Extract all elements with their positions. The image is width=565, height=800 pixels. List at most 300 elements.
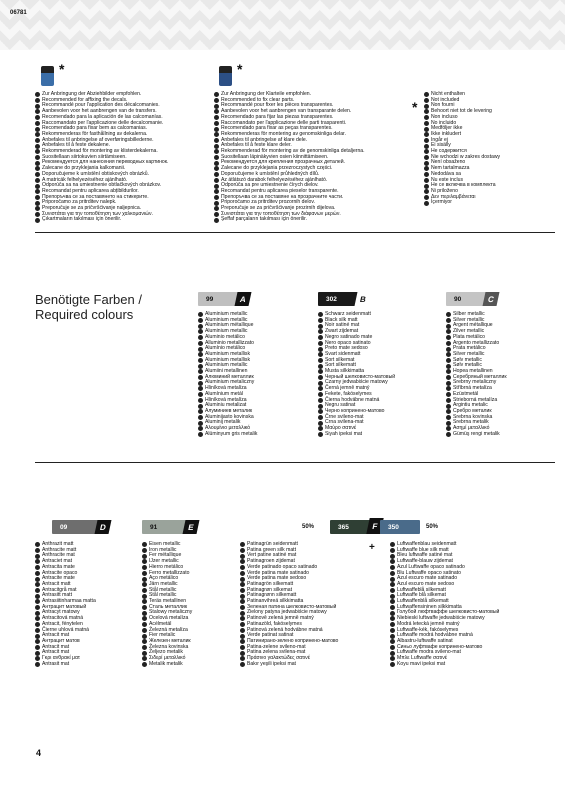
list-item-text: Silber metallic bbox=[453, 311, 485, 317]
language-flag-icon bbox=[318, 341, 323, 346]
paint-swatch-E bbox=[142, 520, 194, 534]
list-item-text: Antracite opaco bbox=[42, 569, 78, 576]
list-item-text: Stål metallic bbox=[149, 586, 177, 593]
list-item-text: Patinazöld, fakóselymes bbox=[247, 620, 302, 627]
list-item-text: Priporočamo za pritrditev nalepk. bbox=[42, 199, 117, 206]
language-flag-icon bbox=[318, 318, 323, 323]
list-item-text: Πράσινο γαλακτώδες σατινέ bbox=[247, 655, 310, 662]
list-item-text: Crna svilena-mat bbox=[325, 419, 364, 426]
list-item-text: Azul escuro mate sedoso bbox=[397, 580, 455, 587]
list-item-text: Verde patinat satinat bbox=[247, 632, 294, 639]
language-flag-icon bbox=[142, 594, 147, 599]
language-flag-icon bbox=[35, 605, 40, 610]
language-flag-icon bbox=[35, 144, 40, 149]
list-item bbox=[318, 432, 395, 438]
list-item-text: Antracit mat bbox=[42, 643, 70, 650]
language-flag-icon bbox=[390, 588, 395, 593]
language-flag-icon bbox=[214, 127, 219, 132]
list-item-text: Рекомендуется для нанесения переводных картинок. bbox=[42, 159, 169, 166]
language-flag-icon bbox=[142, 554, 147, 559]
list-item-text: Argintiu metalic bbox=[453, 402, 488, 409]
language-flag-icon bbox=[240, 611, 245, 616]
language-flag-icon bbox=[390, 628, 395, 633]
list-item-text: Не се включва в комплекта bbox=[431, 182, 496, 189]
decorative-header-band bbox=[0, 0, 565, 50]
language-flag-icon bbox=[240, 571, 245, 576]
list-item-text: Recommended to fix clear parts. bbox=[221, 96, 295, 103]
language-flag-icon bbox=[318, 335, 323, 340]
language-flag-icon bbox=[446, 335, 451, 340]
list-item-text: Stål metallic bbox=[149, 592, 177, 599]
language-flag-icon bbox=[35, 548, 40, 553]
language-flag-icon bbox=[214, 166, 219, 171]
language-flag-icon bbox=[240, 577, 245, 582]
list-item-text: Zur Anbringung der Klarteile empfohlen. bbox=[221, 91, 312, 97]
language-flag-icon bbox=[390, 554, 395, 559]
paint-list-B bbox=[318, 312, 395, 437]
list-item-text: Czarny jedwabiście matowy bbox=[325, 379, 388, 386]
list-item-text: Aluminij metalik bbox=[205, 419, 241, 426]
list-item-text: Järn metallic bbox=[149, 580, 178, 587]
language-flag-icon bbox=[446, 352, 451, 357]
paint-list-A bbox=[198, 312, 257, 437]
list-item-text: Priporočamo za pritrditev prozornih delov. bbox=[221, 199, 315, 206]
list-item-text: Suositellaan siirtokuvien siirtämiseen. bbox=[42, 153, 127, 160]
language-flag-icon bbox=[198, 432, 203, 437]
list-item-text: Αλουμίνιο μεταλλικό bbox=[205, 425, 251, 432]
list-item-text: Luftwaffe modra svileno-mat bbox=[397, 649, 461, 656]
list-item-text: Srebrny metaliczny bbox=[453, 379, 497, 386]
list-item-text: Patinagroen zijdemat bbox=[247, 558, 295, 565]
language-flag-icon bbox=[142, 651, 147, 656]
language-flag-icon bbox=[446, 415, 451, 420]
language-flag-icon bbox=[390, 605, 395, 610]
list-item-text: Patinově zelená jemně matný bbox=[247, 615, 314, 622]
list-item-text: Plata metálico bbox=[453, 333, 485, 340]
list-item-text: Fekete, fakóselymes bbox=[325, 390, 372, 397]
language-flag-icon bbox=[390, 622, 395, 627]
language-flag-icon bbox=[390, 548, 395, 553]
list-item-text: Γκρι ανθρακί ματ bbox=[42, 655, 80, 662]
list-item-text: Patinagrønn silkematt bbox=[247, 592, 297, 599]
language-flag-icon bbox=[35, 611, 40, 616]
language-flag-icon bbox=[446, 404, 451, 409]
language-flag-icon bbox=[35, 138, 40, 143]
language-flag-icon bbox=[424, 155, 429, 160]
list-item-text: Luftwaffenblå silkematt bbox=[397, 598, 449, 605]
paint-swatch-F2 bbox=[380, 520, 420, 534]
language-flag-icon bbox=[142, 662, 147, 667]
list-item-text: Argento metallizzato bbox=[453, 339, 500, 346]
language-flag-icon bbox=[390, 582, 395, 587]
language-flag-icon bbox=[198, 386, 203, 391]
list-item-text: Bleu luftwaffe satiné mat bbox=[397, 552, 453, 559]
list-item-text: Aluminiu metalizat bbox=[205, 402, 247, 409]
list-item-text: Nem tartalmazza bbox=[431, 165, 470, 172]
language-flag-icon bbox=[390, 594, 395, 599]
language-flag-icon bbox=[35, 594, 40, 599]
language-flag-icon bbox=[198, 341, 203, 346]
language-flag-icon bbox=[198, 369, 203, 374]
paint-list-D bbox=[35, 542, 96, 667]
language-flag-icon bbox=[390, 639, 395, 644]
list-item-text: Aluminio metálico bbox=[205, 333, 245, 340]
language-flag-icon bbox=[214, 115, 219, 120]
language-flag-icon bbox=[35, 542, 40, 547]
list-item-text: Patina green silk matt bbox=[247, 546, 296, 553]
language-flag-icon bbox=[446, 341, 451, 346]
list-item-text: Patina zelena svilena-mat bbox=[247, 649, 306, 656]
language-flag-icon bbox=[446, 329, 451, 334]
language-flag-icon bbox=[35, 634, 40, 639]
language-flag-icon bbox=[424, 178, 429, 183]
paint-letter-badge: E bbox=[183, 520, 200, 534]
list-item-text: Luftwaffeblå silkematt bbox=[397, 586, 446, 593]
list-item-text: Aanbevolen voor het aanbrengen van transparante delen. bbox=[221, 108, 352, 115]
language-flag-icon bbox=[198, 324, 203, 329]
paint-swatch-B bbox=[318, 292, 366, 306]
list-item-text: Zilver metallic bbox=[453, 328, 485, 335]
language-flag-icon bbox=[142, 622, 147, 627]
list-item-text: Recommended for affixing the decals. bbox=[42, 96, 128, 103]
language-flag-icon bbox=[35, 92, 40, 97]
language-flag-icon bbox=[198, 398, 203, 403]
language-flag-icon bbox=[240, 628, 245, 633]
list-item-text: Patinová zelená hodvábne matná bbox=[247, 626, 323, 633]
list-item-text: Luftwaffe modrá hodvábne matná bbox=[397, 632, 473, 639]
language-flag-icon bbox=[446, 312, 451, 317]
paint-letter-badge: B bbox=[355, 292, 372, 306]
list-item-text: Zalecane do przyklejania przezroczystych części. bbox=[221, 165, 333, 172]
list-item-text: Medföljer ikke bbox=[431, 125, 463, 132]
list-item-text: Fer métallique bbox=[149, 552, 182, 559]
language-flag-icon bbox=[446, 364, 451, 369]
language-flag-icon bbox=[318, 409, 323, 414]
language-flag-icon bbox=[142, 616, 147, 621]
list-item-text: Ασημί μεταλλικό bbox=[453, 425, 490, 432]
list-item-text: Črne svileno-mat bbox=[325, 413, 364, 420]
language-flag-icon bbox=[142, 565, 147, 570]
language-flag-icon bbox=[35, 622, 40, 627]
list-item-text: Δεν περιλαμβάνεται bbox=[431, 193, 476, 200]
list-item-text: Preporučuje se za pričvršćivanje prozirnih dijelova. bbox=[221, 205, 336, 212]
language-flag-icon bbox=[142, 634, 147, 639]
list-item-text: Recomandat pentru aplicarea abțibildurilor. bbox=[42, 187, 139, 194]
list-item-text: Metalik metalik bbox=[149, 660, 183, 667]
language-flag-icon bbox=[446, 358, 451, 363]
language-flag-icon bbox=[214, 206, 219, 211]
list-item-text: Aluminium métallique bbox=[205, 322, 254, 329]
language-flag-icon bbox=[214, 121, 219, 126]
language-flag-icon bbox=[35, 115, 40, 120]
list-item-text: Doporučujeme k umístění obtiskových obrázků. bbox=[42, 170, 150, 177]
language-flag-icon bbox=[446, 369, 451, 374]
language-flag-icon bbox=[390, 577, 395, 582]
list-item-text: Antracita mate bbox=[42, 563, 75, 570]
divider-middle bbox=[35, 462, 555, 463]
paint-number: 350 bbox=[388, 523, 399, 531]
language-flag-icon bbox=[142, 645, 147, 650]
language-flag-icon bbox=[240, 645, 245, 650]
list-item-text: A matricák felhelyezéséhez ajánlható. bbox=[42, 176, 128, 183]
list-item-text: Srebrna metalik bbox=[453, 419, 489, 426]
list-item-text: Čierne uhlová matná bbox=[42, 626, 90, 633]
list-item bbox=[35, 217, 168, 223]
language-flag-icon bbox=[198, 312, 203, 317]
list-item-text: Anthrazit matt bbox=[42, 541, 74, 547]
language-flag-icon bbox=[35, 206, 40, 211]
list-item-text: Συνιστάται για την τοποθέτηση των χαλκομανιών. bbox=[42, 210, 153, 217]
list-item-text: Alluminio metallizzato bbox=[205, 339, 254, 346]
language-flag-icon bbox=[390, 616, 395, 621]
language-flag-icon bbox=[214, 132, 219, 137]
list-item-text: Verde patinado opaco satinado bbox=[247, 563, 318, 570]
list-item-text: Not included bbox=[431, 96, 460, 103]
language-flag-icon bbox=[240, 565, 245, 570]
list-item bbox=[198, 432, 257, 438]
list-item-text: Željezo metalik bbox=[149, 649, 183, 656]
language-flag-icon bbox=[198, 392, 203, 397]
language-flag-icon bbox=[240, 639, 245, 644]
list-item-text: Hopea metallinen bbox=[453, 368, 493, 375]
language-flag-icon bbox=[424, 138, 429, 143]
list-item-text: Luftwaffensininen silkkimatta bbox=[397, 603, 462, 610]
list-item-text: Luftwaffenblau seidenmatt bbox=[397, 541, 457, 547]
language-flag-icon bbox=[198, 358, 203, 363]
list-item-text: Aluminium metallic bbox=[205, 328, 248, 335]
language-flag-icon bbox=[424, 161, 429, 166]
language-flag-icon bbox=[424, 149, 429, 154]
paint-number: 91 bbox=[150, 523, 158, 531]
paint-number: 09 bbox=[60, 523, 68, 531]
list-item-text: Argent métallique bbox=[453, 322, 493, 329]
language-flag-icon bbox=[390, 662, 395, 667]
list-item-text: Черный шелковисто-матовый bbox=[325, 373, 396, 380]
language-flag-icon bbox=[318, 398, 323, 403]
language-flag-icon bbox=[198, 404, 203, 409]
language-flag-icon bbox=[142, 542, 147, 547]
language-flag-icon bbox=[35, 571, 40, 576]
list-item-text: Anthracite matt bbox=[42, 546, 77, 553]
language-flag-icon bbox=[142, 577, 147, 582]
list-item-text: Черно копринено-матово bbox=[325, 407, 385, 414]
list-item-text: Μαύρο σατινέ bbox=[325, 425, 357, 432]
list-item-text: Není obsaženo bbox=[431, 159, 466, 166]
language-flag-icon bbox=[424, 166, 429, 171]
language-flag-icon bbox=[240, 616, 245, 621]
list-item-text: Raccomandato per l'applicazione delle parti trasparenti. bbox=[221, 119, 347, 126]
language-flag-icon bbox=[240, 588, 245, 593]
list-item-text: Aluminium metallisk bbox=[205, 350, 251, 357]
language-flag-icon bbox=[214, 218, 219, 223]
list-item-text: İçermiyor bbox=[431, 199, 452, 206]
list-item-text: Rekommenderad för montering av klisterdekalerna. bbox=[42, 148, 158, 155]
list-item-text: Srebrna kovinska bbox=[453, 413, 493, 420]
language-flag-icon bbox=[142, 599, 147, 604]
not-included-star-2: * bbox=[237, 61, 243, 77]
language-flag-icon bbox=[318, 381, 323, 386]
list-item-text: Teräs metallinen bbox=[149, 598, 187, 605]
not-included-star-1: * bbox=[59, 61, 65, 77]
language-flag-icon bbox=[424, 121, 429, 126]
list-item-text: Рекомендуется для крепления прозрачных деталей. bbox=[221, 159, 345, 166]
language-flag-icon bbox=[214, 109, 219, 114]
list-item-text: Az átlátszó darabok felhelyezéséhez ajánlható. bbox=[221, 176, 328, 183]
list-item-text: Sort silkematt bbox=[325, 362, 356, 369]
list-item bbox=[424, 200, 500, 206]
list-item-text: Siyah ipeksi mat bbox=[325, 430, 363, 437]
language-flag-icon bbox=[424, 115, 429, 120]
list-item-text: Şeffaf parçaların takılması için önerilir. bbox=[221, 216, 307, 223]
language-flag-icon bbox=[35, 218, 40, 223]
list-item-text: Vert patine satiné mat bbox=[247, 552, 297, 559]
list-item-text: Ni priloženo bbox=[431, 187, 458, 194]
list-item-text: Συνιστάται για την τοποθέτηση των διάφανων μερών. bbox=[221, 210, 341, 217]
list-item bbox=[390, 662, 499, 668]
language-flag-icon bbox=[35, 104, 40, 109]
list-item-text: Albastru-luftwaffe satinat bbox=[397, 637, 453, 644]
list-item-text: Recomandat pentru aplicarea pieselor transparente. bbox=[221, 187, 339, 194]
language-flag-icon bbox=[214, 201, 219, 206]
language-flag-icon bbox=[142, 571, 147, 576]
language-flag-icon bbox=[240, 622, 245, 627]
language-flag-icon bbox=[214, 184, 219, 189]
list-item bbox=[142, 662, 192, 668]
list-item-text: Nu este inclus bbox=[431, 176, 463, 183]
list-item-text: Ikke inkludert bbox=[431, 130, 462, 137]
language-flag-icon bbox=[35, 189, 40, 194]
list-item-text: Железен металик bbox=[149, 637, 191, 644]
glue-bottle-icon bbox=[41, 66, 54, 86]
list-item-text: Aluminium metallic bbox=[205, 362, 248, 369]
language-flag-icon bbox=[35, 662, 40, 667]
list-item-text: Železná metalíza bbox=[149, 626, 188, 633]
list-item-text: Noir satiné mat bbox=[325, 322, 360, 329]
list-item-text: Recomendado para fixar bem as calcomanias. bbox=[42, 125, 148, 132]
glue-bottle-icon-2 bbox=[219, 66, 232, 86]
list-item-text: Antracitgrå mat bbox=[42, 586, 77, 593]
list-item-text: Azul escuro mate satinado bbox=[397, 575, 458, 582]
language-flag-icon bbox=[390, 559, 395, 564]
language-flag-icon bbox=[198, 421, 203, 426]
language-flag-icon bbox=[35, 109, 40, 114]
language-flag-icon bbox=[214, 138, 219, 143]
list-item-text: No incluido bbox=[431, 119, 457, 126]
list-item-text: Rekommenderas för fasthållning av dekalerna. bbox=[42, 130, 148, 137]
list-item-text: Zur Anbringung der Abziehbilder empfohlen. bbox=[42, 91, 142, 97]
list-item-text: Hliníková metalíza bbox=[205, 385, 247, 392]
list-item-text: Patinagrün seidenmatt bbox=[247, 541, 298, 547]
list-item bbox=[35, 662, 96, 668]
language-flag-icon bbox=[446, 347, 451, 352]
list-item-text: Antracite mate bbox=[42, 575, 75, 582]
list-item-text: Антрацит матовый bbox=[42, 603, 87, 610]
list-item-text: Non incluso bbox=[431, 113, 458, 120]
list-item-text: Nedodáva sa bbox=[431, 170, 462, 177]
list-item-text: Černá jemně matný bbox=[325, 385, 370, 392]
list-item-text: Blu Luftwaffe opaco satinato bbox=[397, 569, 461, 576]
list-item-text: Čierna hodvábne matná bbox=[325, 396, 380, 403]
language-flag-icon bbox=[318, 312, 323, 317]
language-flag-icon bbox=[240, 594, 245, 599]
list-item-text: Hierro metálico bbox=[149, 563, 184, 570]
list-item-text: Препоръчва се за поставянето на стикерите. bbox=[42, 193, 149, 200]
not-included-star-3: * bbox=[412, 99, 418, 115]
list-item-text: Синьо луфтвафе копринено-матово bbox=[397, 643, 483, 650]
language-flag-icon bbox=[198, 335, 203, 340]
language-flag-icon bbox=[446, 318, 451, 323]
list-item-text: Aluminium metallic bbox=[205, 316, 248, 323]
language-flag-icon bbox=[35, 127, 40, 132]
list-item-text: Sølv metallic bbox=[453, 356, 482, 363]
list-item-text: Antracit, fénytelen bbox=[42, 620, 83, 627]
list-item-text: Schwarz seidenmatt bbox=[325, 311, 371, 317]
list-item-text: Rekommenderad för montering av de genomskinliga detaljerna. bbox=[221, 148, 365, 155]
language-flag-icon bbox=[446, 432, 451, 437]
list-item-text: Ingår ej bbox=[431, 136, 448, 143]
language-flag-icon bbox=[35, 656, 40, 661]
list-item-text: Патинирано-зелено копринено-матово bbox=[247, 637, 339, 644]
language-flag-icon bbox=[142, 605, 147, 610]
page-code: 06781 bbox=[10, 10, 27, 16]
list-item bbox=[446, 432, 507, 438]
language-flag-icon bbox=[35, 161, 40, 166]
language-flag-icon bbox=[35, 565, 40, 570]
language-flag-icon bbox=[198, 347, 203, 352]
list-item-text: Aluminium metaliczny bbox=[205, 379, 255, 386]
language-flag-icon bbox=[35, 651, 40, 656]
list-item bbox=[214, 217, 365, 223]
language-flag-icon bbox=[446, 381, 451, 386]
language-flag-icon bbox=[446, 386, 451, 391]
language-flag-icon bbox=[35, 155, 40, 160]
language-flag-icon bbox=[390, 645, 395, 650]
list-item-text: Препоръчва се за поставяне на прозрачните части. bbox=[221, 193, 344, 200]
language-flag-icon bbox=[35, 559, 40, 564]
list-item-text: Rekommenderas för montering av genomskinliga delar. bbox=[221, 130, 346, 137]
list-item-text: Svart sidenmatt bbox=[325, 350, 361, 357]
list-item-text: Black silk matt bbox=[325, 316, 358, 323]
list-item-text: Anbefales til anbringelse af klare dele. bbox=[221, 136, 308, 143]
list-item-text: Çıkartmaların takılması için önerilir. bbox=[42, 216, 122, 223]
list-item-text: Nicht enthalten bbox=[431, 91, 465, 97]
language-flag-icon bbox=[390, 565, 395, 570]
language-flag-icon bbox=[214, 144, 219, 149]
list-item-text: Antrasiitinharmaa matta bbox=[42, 598, 96, 605]
language-flag-icon bbox=[142, 628, 147, 633]
list-item-text: Aanbevolen voor het aanbrengen van de transfers. bbox=[42, 108, 157, 115]
language-flag-icon bbox=[198, 381, 203, 386]
language-flag-icon bbox=[214, 149, 219, 154]
language-flag-icon bbox=[240, 554, 245, 559]
list-item-text: Iron metallic bbox=[149, 546, 177, 553]
language-flag-icon bbox=[142, 656, 147, 661]
list-item-text: Patina-zelene svileno-mat bbox=[247, 643, 306, 650]
list-item-text: Не содержится bbox=[431, 148, 467, 155]
list-item-text: Luftwaffe-kék, fakóselymes bbox=[397, 626, 459, 633]
list-item-text: Зеленая патина шелковисто-матовый bbox=[247, 603, 337, 610]
language-flag-icon bbox=[198, 415, 203, 420]
language-flag-icon bbox=[240, 548, 245, 553]
language-flag-icon bbox=[390, 599, 395, 604]
list-item-text: Алуминиев металик bbox=[205, 407, 253, 414]
page-number: 4 bbox=[36, 748, 42, 758]
list-item-text: Anbefales til å feste dekalene. bbox=[42, 142, 110, 149]
list-item-text: Musta silkkimatta bbox=[325, 368, 365, 375]
paint-letter-badge-F: F bbox=[366, 518, 383, 534]
language-flag-icon bbox=[214, 195, 219, 200]
list-item-text: Doporučujeme k umístění průhledných dílů. bbox=[221, 170, 320, 177]
